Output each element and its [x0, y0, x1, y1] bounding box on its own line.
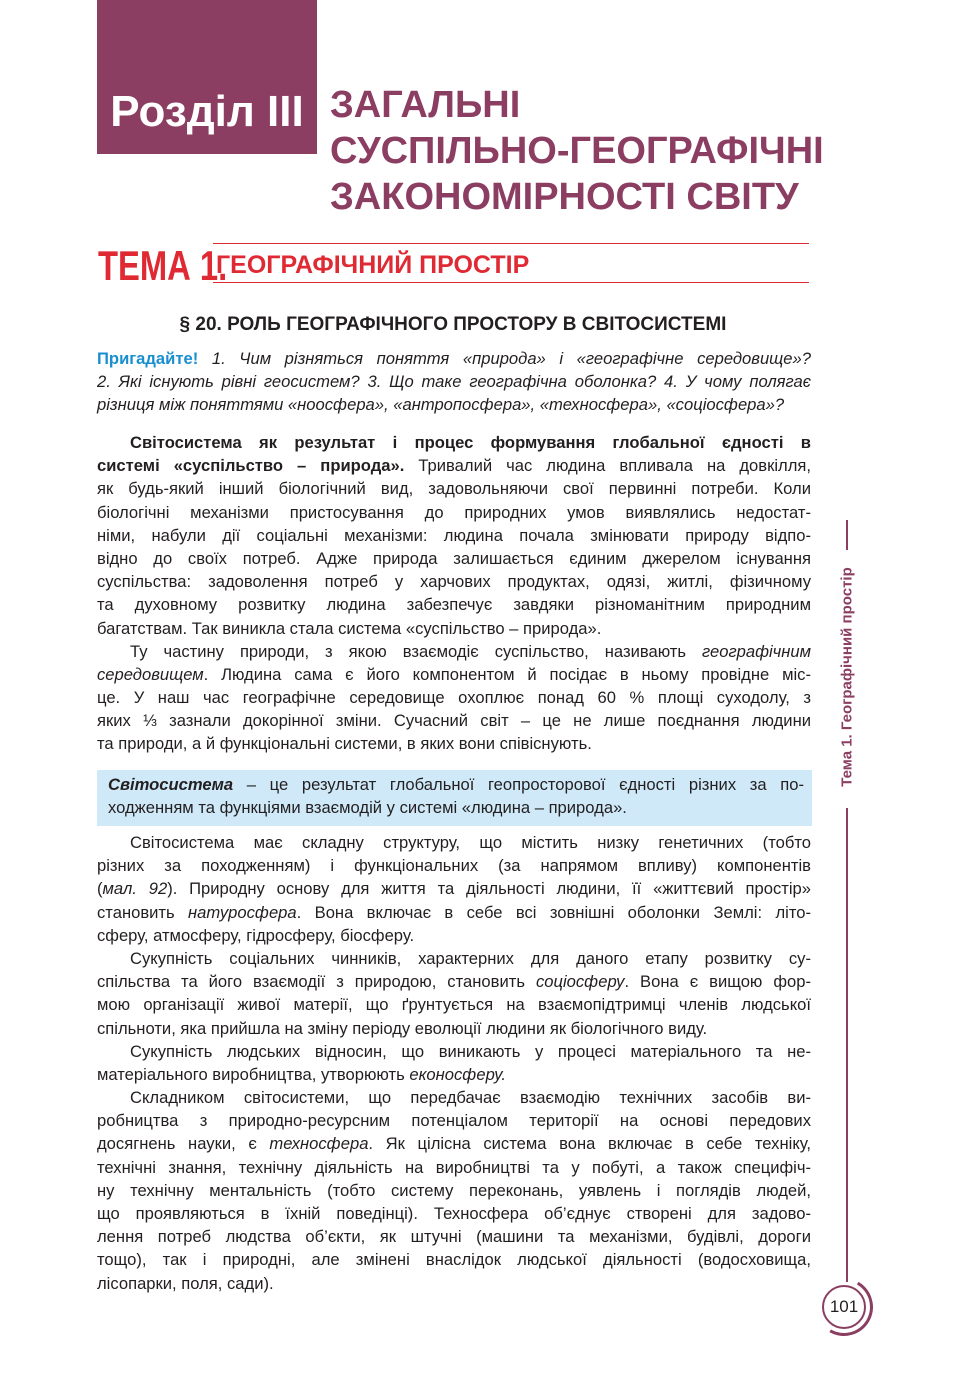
- section-title-line: ЗАГАЛЬНІ: [330, 84, 521, 126]
- text-line: Сукупність соціальних чинників, характерних для даного етапу розвитку су-: [130, 948, 811, 968]
- section-label: Розділ III: [110, 87, 304, 136]
- definition-text: [108, 773, 804, 819]
- text-line: ). Природну основу для життя та діяльності людини, її «життєвий простір»: [167, 879, 811, 899]
- term-italic: соціосферу: [535, 972, 625, 992]
- remember-label: Пригадайте!: [97, 349, 199, 368]
- sidebar-topic-label: Тема 1. Географічний простір: [838, 567, 856, 787]
- remember-question: різниця між поняттями «ноосфера», «антропосфера», «техносфера», «соціосфера»?: [97, 395, 785, 415]
- text-line: тощо), так і природні, але змінені внаслідок людської діяльності (водосховища,: [97, 1250, 811, 1270]
- text-line: спільноти, яка прийшла на зміну періоду еволюції людини як біологічного виду.: [97, 1018, 708, 1038]
- text-line: робництва з природно-ресурсним потенціалом території на основі передових: [97, 1111, 811, 1131]
- text-line: та духовному розвитку людина забезпечує завдяки різноманітним природним: [97, 595, 811, 615]
- term-italic: середовищем: [97, 664, 204, 684]
- topic-rule-top: [213, 243, 809, 244]
- text-line: Світосистема має складну структуру, що містить низку генетичних (тобто: [130, 833, 811, 852]
- text-line: – це результат глобальної геопросторової єдності різних за по-: [233, 775, 804, 794]
- sidebar-rule-top: [846, 520, 848, 550]
- text-line: лення потреб людства об’єкти, як штучні (машини та механізми, будівлі, дороги: [97, 1227, 811, 1247]
- text-line: що проявляються в їхній поведінці). Техносфера об’єднує створені для задово-: [97, 1204, 811, 1223]
- text-line: . Як цілісна система вона включає в себе техніку,: [368, 1134, 812, 1154]
- text-line: різних за походженням) і функціональних (за напрямом впливу) компонентів: [97, 856, 811, 876]
- text-line: досягнень науки, є: [97, 1134, 270, 1154]
- remember-question: 1. Чим різняться поняття «природа» і «географічне середовище»?: [211, 349, 811, 368]
- term-italic: натуросфера: [188, 902, 297, 922]
- text-line: Сукупність людських відносин, що виникають у процесі матеріального та не-: [130, 1041, 811, 1061]
- text-line: . Людина сама є його компонентом й посідає в ньому провідне міс-: [203, 664, 811, 684]
- text-line: сферу, атмосферу, гідросферу, біосферу.: [97, 925, 415, 945]
- lead-bold-text: Світосистема як результат і процес формування глобальної єдності в: [130, 433, 811, 452]
- page-number: 101: [822, 1285, 866, 1329]
- text-line: відно до своїх потреб. Адже природа залишається єдиним джерелом існування: [97, 548, 811, 568]
- figure-ref: мал. 92: [102, 879, 168, 899]
- term-italic: еконосферу.: [409, 1064, 507, 1084]
- lead-bold-text: системі «суспільство – природа».: [97, 456, 405, 476]
- text-line: становить: [97, 902, 189, 922]
- sidebar-rule-bottom: [846, 808, 848, 1282]
- text-line: спільства та його взаємодії з природою, становить: [97, 972, 536, 992]
- text-line: матеріального виробництва, утворюють: [97, 1064, 410, 1084]
- topic-number: ТЕМА 1.: [98, 242, 228, 289]
- text-line: та природи, а й функціональні системи, в яких вони співіснують.: [97, 734, 592, 754]
- text-line: Складником світосистеми, що передбачає взаємодію технічних засобів ви-: [130, 1088, 811, 1108]
- term-italic: техносфера: [269, 1134, 369, 1154]
- text-line: лісопарки, поля, сади).: [97, 1273, 274, 1293]
- body-text-1: [97, 431, 811, 756]
- text-line: Тривалий час людина впливала на довкілля,: [404, 456, 811, 476]
- section-title-line: ЗАКОНОМІРНОСТІ СВІТУ: [330, 176, 799, 218]
- text-line: суспільства: задоволення потреб у харчових продуктах, одязі, житлі, фізичному: [97, 572, 811, 592]
- remember-question: 2. Які існують рівні геосистем? 3. Що таке географічна оболонка? 4. У чому полягає: [97, 372, 811, 392]
- text-line: біологічні механізми пристосування до природних умов виявлялись недостат-: [97, 502, 811, 522]
- section-title-line: СУСПІЛЬНО-ГЕОГРАФІЧНІ: [330, 130, 824, 172]
- text-line: технічні знання, технічну діяльність на виробництві та у побуті, а також специфіч-: [97, 1157, 811, 1177]
- text-line: . Вона включає в себе всі зовнішні оболонки Землі: літо-: [296, 902, 811, 922]
- definition-term: Світосистема: [108, 775, 234, 794]
- text-line: як будь-який інший біологічний вид, задовольняючи свої первинні потреби. Коли: [97, 479, 811, 499]
- text-line: яких ⅓ зазнали докорінної зміни. Сучасний світ – це не лише поєднання людини: [97, 711, 811, 731]
- text-line: . Вона є вищою фор-: [624, 972, 811, 992]
- topic-title: ГЕОГРАФІЧНИЙ ПРОСТІР: [216, 251, 530, 279]
- text-line: багатствам. Так виникла стала система «суспільство – природа».: [97, 618, 602, 638]
- remember-block: [97, 347, 811, 417]
- text-line: Ту частину природи, з якою взаємодіє суспільство, називають: [130, 641, 703, 661]
- topic-rule-bottom: [213, 282, 809, 283]
- text-line: німи, набули дії соціальні механізми: людина почала змінювати природу відпо-: [97, 525, 811, 545]
- text-line: ну технічну ментальність (тобто систему переконань, уявлень і поглядів людей,: [97, 1180, 811, 1200]
- paragraph-heading: § 20. РОЛЬ ГЕОГРАФІЧНОГО ПРОСТОРУ В СВІТОСИСТЕМІ: [179, 314, 727, 335]
- body-text-2: [97, 831, 811, 1295]
- text-line: ходженням та функціями взаємодій у системі «людина – природа».: [108, 798, 627, 818]
- section-title: [330, 82, 850, 220]
- section-label-box: [97, 0, 317, 154]
- text-line: це. У наш час географічне середовище охоплює понад 60 % площі суходолу, з: [97, 688, 811, 708]
- text-line: (: [97, 879, 103, 899]
- term-italic: географічним: [702, 641, 811, 661]
- text-line: мою організації живої матерії, що ґрунтується на взаємопідтримці членів людської: [97, 995, 811, 1015]
